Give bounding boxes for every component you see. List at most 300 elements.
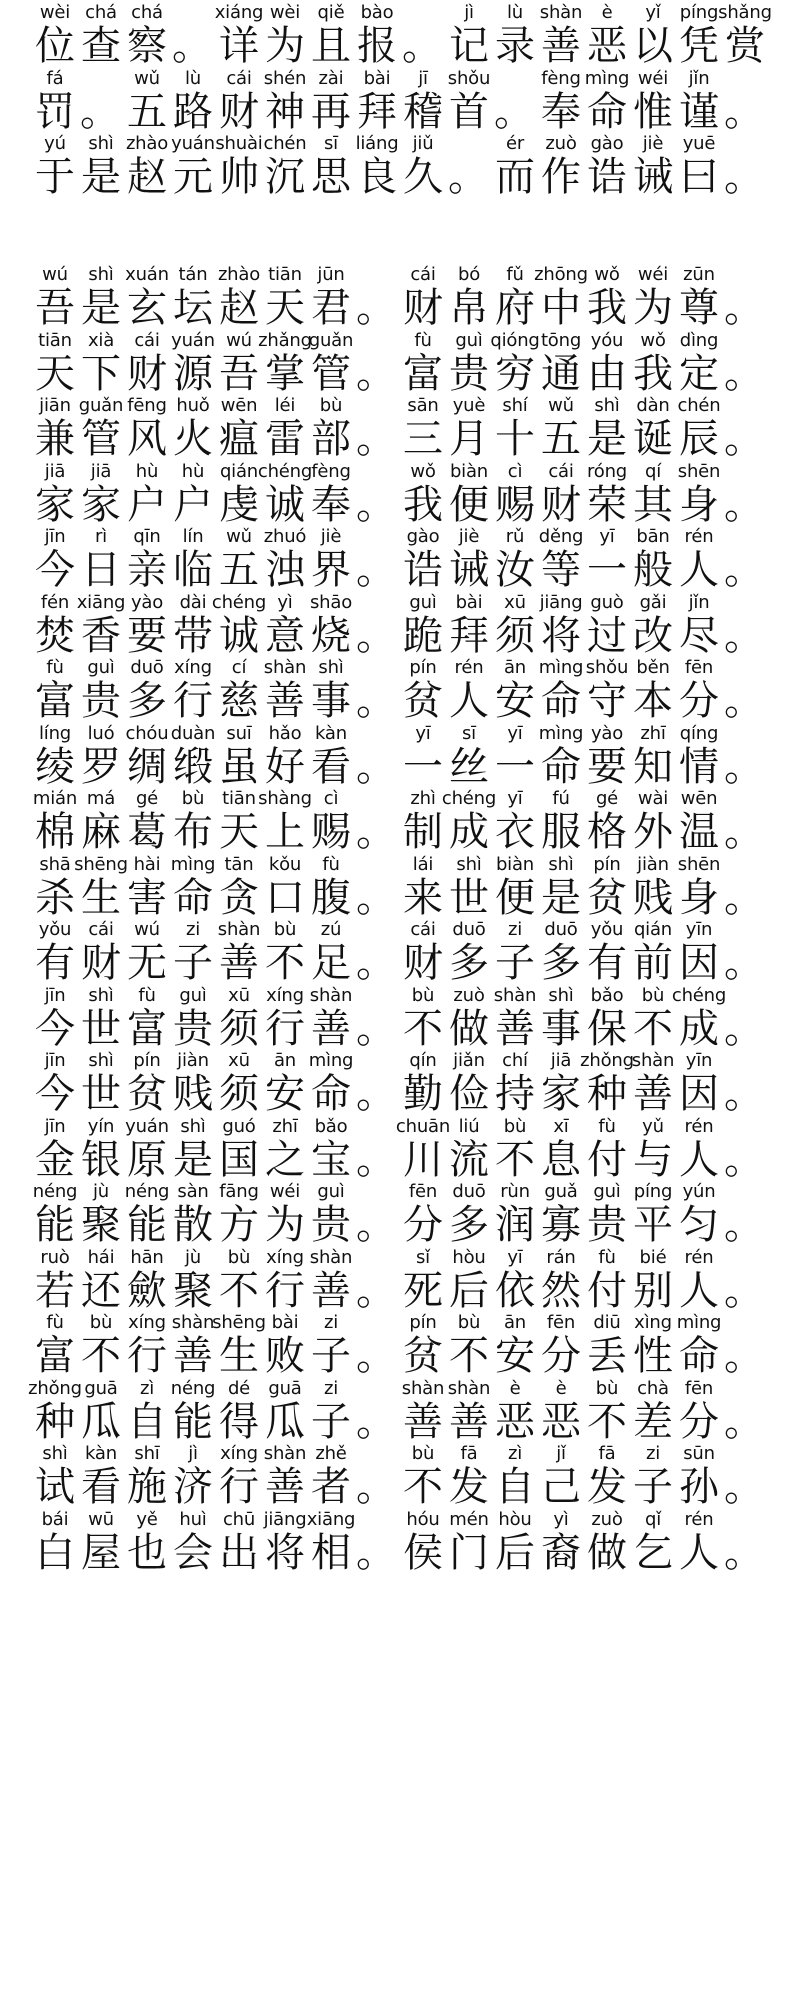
punctuation: 。 bbox=[356, 1202, 396, 1248]
hanzi-character: 世 bbox=[81, 1071, 121, 1117]
pinyin: guā bbox=[268, 1377, 302, 1399]
hanzi-character: 跪 bbox=[403, 612, 443, 659]
hanzi-character: 不 bbox=[633, 1005, 673, 1052]
hanzi-character: 行 bbox=[265, 1267, 305, 1314]
hanzi-character: 聚 bbox=[173, 1267, 213, 1314]
hanzi-character: 带 bbox=[173, 612, 213, 659]
hanzi-character: 诚 bbox=[265, 481, 305, 528]
pinyin: bǎo bbox=[314, 1115, 348, 1137]
pinyin: dàn bbox=[636, 395, 670, 416]
hanzi-character: 相 bbox=[311, 1529, 351, 1576]
pinyin: wú bbox=[226, 329, 252, 351]
hanzi-character: 思 bbox=[311, 154, 351, 200]
hanzi-character: 不 bbox=[587, 1398, 627, 1445]
hanzi-character: 贪 bbox=[219, 874, 259, 921]
ruby-cell bbox=[722, 917, 768, 987]
hanzi-character: 不 bbox=[81, 1333, 121, 1379]
pinyin: yǒu bbox=[38, 919, 72, 940]
pinyin: chéng bbox=[257, 460, 313, 482]
ruby-cell bbox=[676, 1179, 722, 1249]
pinyin: tān bbox=[224, 853, 254, 875]
pinyin: jiā bbox=[550, 1050, 572, 1071]
ruby-cell bbox=[308, 1376, 354, 1446]
pinyin: guǎn bbox=[308, 329, 354, 351]
hanzi-character: 是 bbox=[541, 874, 581, 921]
pinyin: gǎi bbox=[639, 591, 667, 613]
pinyin: cì bbox=[507, 460, 523, 482]
pinyin: jǐ bbox=[556, 1443, 566, 1464]
pinyin: bài bbox=[455, 591, 483, 613]
pinyin: píng bbox=[679, 2, 719, 23]
pinyin: qióng bbox=[490, 329, 540, 351]
pinyin: tiān bbox=[38, 329, 72, 351]
pinyin: diū bbox=[593, 1312, 621, 1333]
punctuation: 。 bbox=[724, 1005, 764, 1052]
punctuation: 。 bbox=[724, 1267, 764, 1314]
hanzi-character: 帛 bbox=[449, 285, 489, 331]
pinyin: biàn bbox=[449, 460, 489, 482]
hanzi-character: 玄 bbox=[127, 285, 167, 331]
pinyin: shì bbox=[42, 1443, 68, 1464]
hanzi-character: 神 bbox=[265, 88, 305, 135]
pinyin: luó bbox=[87, 722, 115, 744]
hanzi-character: 善 bbox=[265, 678, 305, 724]
hanzi-character: 命 bbox=[541, 678, 581, 724]
pinyin: xuán bbox=[125, 264, 169, 285]
punctuation: 。 bbox=[724, 743, 764, 790]
pinyin: lù bbox=[184, 67, 201, 89]
pinyin: hù bbox=[181, 460, 205, 482]
hanzi-character: 不 bbox=[403, 1464, 443, 1510]
pinyin: shǎng bbox=[718, 2, 772, 23]
ruby-cell bbox=[676, 524, 722, 594]
hanzi-character: 善 bbox=[403, 1398, 443, 1445]
pinyin: zì bbox=[139, 1377, 155, 1399]
punctuation: 。 bbox=[356, 285, 396, 331]
pinyin: bài bbox=[363, 67, 391, 89]
hanzi-character: 财 bbox=[403, 940, 443, 986]
pinyin: cái bbox=[226, 67, 252, 89]
hanzi-character: 意 bbox=[265, 612, 305, 659]
hanzi-character: 坛 bbox=[173, 285, 213, 331]
pinyin: yú bbox=[44, 133, 66, 154]
hanzi-character: 不 bbox=[495, 1136, 535, 1183]
hanzi-character: 善 bbox=[541, 23, 581, 69]
pinyin: zi bbox=[645, 1443, 661, 1464]
pinyin: jiān bbox=[39, 395, 71, 416]
punctuation: 。 bbox=[356, 481, 396, 528]
pinyin: qiě bbox=[317, 2, 345, 23]
hanzi-character: 发 bbox=[587, 1464, 627, 1510]
pinyin: jiàn bbox=[177, 1050, 209, 1071]
punctuation: 。 bbox=[356, 1333, 396, 1379]
pinyin: shì bbox=[548, 853, 574, 875]
hanzi-character: 赐 bbox=[311, 809, 351, 855]
hanzi-character: 且 bbox=[311, 23, 351, 69]
hanzi-character: 五 bbox=[127, 88, 167, 135]
hanzi-character: 保 bbox=[587, 1005, 627, 1052]
pinyin: shì bbox=[318, 657, 344, 678]
hanzi-character: 败 bbox=[265, 1333, 305, 1379]
punctuation: 。 bbox=[724, 88, 764, 135]
pinyin: wēn bbox=[680, 788, 718, 809]
pinyin: shì bbox=[548, 984, 574, 1006]
hanzi-character: 财 bbox=[541, 481, 581, 528]
ruby-cell bbox=[722, 590, 768, 660]
punctuation: 。 bbox=[356, 1071, 396, 1117]
hanzi-character: 足 bbox=[311, 940, 351, 986]
pinyin: rén bbox=[684, 526, 714, 547]
hanzi-character: 汝 bbox=[495, 547, 535, 593]
pinyin: yóu bbox=[590, 329, 624, 351]
pinyin: yào bbox=[130, 591, 164, 613]
hanzi-character: 善 bbox=[219, 940, 259, 986]
pinyin: néng bbox=[124, 1181, 170, 1202]
pinyin: děng bbox=[538, 526, 584, 547]
punctuation: 。 bbox=[356, 1005, 396, 1052]
hanzi-character: 将 bbox=[265, 1529, 305, 1576]
pinyin: huǒ bbox=[176, 395, 210, 416]
pinyin: cái bbox=[410, 919, 436, 940]
pinyin: yì bbox=[277, 591, 293, 613]
pinyin: chéng bbox=[441, 788, 497, 809]
pinyin: mìng bbox=[584, 67, 630, 89]
pinyin: ān bbox=[503, 657, 527, 678]
hanzi-character: 银 bbox=[81, 1136, 121, 1183]
pinyin: chá bbox=[85, 2, 117, 23]
hanzi-character: 曰 bbox=[679, 154, 719, 200]
ruby-cell bbox=[722, 262, 768, 332]
hanzi-character: 罚 bbox=[35, 88, 75, 135]
hanzi-character: 川 bbox=[403, 1136, 443, 1183]
hanzi-character: 者 bbox=[311, 1464, 351, 1510]
pinyin: jī bbox=[418, 67, 428, 89]
pinyin: jì bbox=[464, 2, 474, 23]
pinyin: sàn bbox=[177, 1181, 209, 1202]
hanzi-character: 有 bbox=[587, 940, 627, 986]
pinyin: fāng bbox=[219, 1181, 259, 1202]
hanzi-character: 己 bbox=[541, 1464, 581, 1510]
pinyin: gé bbox=[135, 788, 159, 809]
pinyin: fèng bbox=[541, 67, 581, 89]
ruby-cell bbox=[308, 590, 354, 660]
ruby-cell bbox=[308, 1441, 354, 1511]
pinyin: fā bbox=[598, 1443, 616, 1464]
hanzi-character: 身 bbox=[679, 874, 719, 921]
hanzi-character: 口 bbox=[265, 874, 305, 921]
pinyin: bǎo bbox=[590, 984, 624, 1006]
hanzi-character: 一 bbox=[403, 743, 443, 790]
punctuation: 。 bbox=[724, 350, 764, 397]
hanzi-character: 诚 bbox=[219, 612, 259, 659]
pinyin: bào bbox=[360, 2, 394, 23]
pinyin: wéi bbox=[637, 67, 669, 89]
pinyin: róng bbox=[586, 460, 628, 482]
pinyin: biàn bbox=[495, 853, 535, 875]
hanzi-character: 种 bbox=[35, 1398, 75, 1445]
ruby-cell bbox=[308, 262, 354, 332]
ruby-cell bbox=[676, 66, 722, 136]
hanzi-character: 是 bbox=[173, 1136, 213, 1183]
hanzi-character: 再 bbox=[311, 88, 351, 135]
pinyin: chén bbox=[677, 395, 721, 416]
ruby-cell bbox=[308, 983, 354, 1053]
ruby-cell bbox=[676, 1376, 722, 1446]
hanzi-character: 不 bbox=[449, 1333, 489, 1379]
pinyin: xiāng bbox=[306, 1508, 356, 1530]
hanzi-character: 子 bbox=[495, 940, 535, 986]
pinyin: shén bbox=[263, 67, 307, 89]
ruby-cell bbox=[676, 852, 722, 922]
pinyin: zūn bbox=[683, 264, 715, 285]
hanzi-character: 自 bbox=[495, 1464, 535, 1510]
pinyin: wǒ bbox=[594, 264, 620, 285]
pinyin: tiān bbox=[222, 788, 256, 809]
pinyin: guì bbox=[593, 1181, 621, 1202]
hanzi-character: 源 bbox=[173, 350, 213, 397]
hanzi-character: 我 bbox=[403, 481, 443, 528]
pinyin: jiè bbox=[320, 526, 342, 547]
punctuation: 。 bbox=[724, 1464, 764, 1510]
ruby-cell bbox=[124, 0, 170, 70]
punctuation: 。 bbox=[724, 678, 764, 724]
pinyin: shì bbox=[88, 984, 114, 1006]
pinyin: ān bbox=[503, 1312, 527, 1333]
hanzi-character: 多 bbox=[127, 678, 167, 724]
pinyin: duō bbox=[544, 919, 578, 940]
pinyin: yǒu bbox=[590, 919, 624, 940]
hanzi-character: 依 bbox=[495, 1267, 535, 1314]
hanzi-character: 改 bbox=[633, 612, 673, 659]
pinyin: shǒu bbox=[585, 657, 629, 678]
hanzi-character: 将 bbox=[541, 612, 581, 659]
punctuation: 。 bbox=[724, 1529, 764, 1576]
pinyin: xī bbox=[553, 1115, 569, 1137]
hanzi-character: 腹 bbox=[311, 874, 351, 921]
hanzi-character: 贫 bbox=[403, 678, 443, 724]
pinyin: lái bbox=[412, 853, 434, 875]
ruby-cell bbox=[308, 721, 354, 791]
hanzi-character: 命 bbox=[541, 743, 581, 790]
pinyin: chuān bbox=[395, 1115, 451, 1137]
hanzi-character: 子 bbox=[633, 1464, 673, 1510]
punctuation: 。 bbox=[356, 940, 396, 986]
hanzi-character: 试 bbox=[35, 1464, 75, 1510]
pinyin: zi bbox=[507, 919, 523, 940]
hanzi-character: 得 bbox=[219, 1398, 259, 1445]
hanzi-character: 帅 bbox=[219, 154, 259, 200]
hanzi-character: 位 bbox=[35, 23, 75, 69]
pinyin: jì bbox=[188, 1443, 198, 1464]
hanzi-character: 路 bbox=[173, 88, 213, 135]
pinyin: qǐ bbox=[644, 1508, 662, 1530]
hanzi-character: 诰 bbox=[403, 547, 443, 593]
hanzi-character: 火 bbox=[173, 416, 213, 462]
pinyin: zhì bbox=[410, 788, 436, 809]
pinyin: shuài bbox=[215, 133, 263, 154]
hanzi-character: 俭 bbox=[449, 1071, 489, 1117]
hanzi-character: 世 bbox=[81, 1005, 121, 1052]
hanzi-character: 匀 bbox=[679, 1202, 719, 1248]
ruby-cell bbox=[676, 786, 722, 856]
pinyin: mìng bbox=[676, 1312, 722, 1333]
pinyin: jiǎn bbox=[453, 1050, 485, 1071]
hanzi-character: 因 bbox=[679, 940, 719, 986]
hanzi-character: 穷 bbox=[495, 350, 535, 397]
pinyin: zhī bbox=[640, 722, 666, 744]
punctuation: 。 bbox=[402, 23, 442, 69]
ruby-cell bbox=[308, 1048, 354, 1118]
pinyin: rén bbox=[684, 1115, 714, 1137]
hanzi-character: 赏 bbox=[725, 23, 765, 69]
ruby-cell bbox=[722, 459, 768, 529]
pinyin: lù bbox=[506, 2, 523, 23]
pinyin: zhǎng bbox=[258, 329, 312, 351]
pinyin: zì bbox=[507, 1443, 523, 1464]
hanzi-character: 本 bbox=[633, 678, 673, 724]
pinyin: pín bbox=[409, 657, 437, 678]
punctuation: 。 bbox=[356, 874, 396, 921]
pinyin: wài bbox=[637, 788, 669, 809]
pinyin: dài bbox=[179, 591, 207, 613]
hanzi-character: 雷 bbox=[265, 416, 305, 462]
hanzi-character: 命 bbox=[173, 874, 213, 921]
hanzi-character: 金 bbox=[35, 1136, 75, 1183]
pinyin: shàn bbox=[171, 1312, 215, 1333]
pinyin: jīn bbox=[44, 526, 66, 547]
hanzi-character: 安 bbox=[495, 1333, 535, 1379]
hanzi-character: 一 bbox=[495, 743, 535, 790]
hanzi-character: 好 bbox=[265, 743, 305, 790]
pinyin: bù bbox=[457, 1312, 481, 1333]
pinyin: shàn bbox=[217, 919, 261, 940]
ruby-cell bbox=[676, 459, 722, 529]
hanzi-character: 布 bbox=[173, 809, 213, 855]
pinyin: fēn bbox=[546, 1312, 576, 1333]
pinyin: cì bbox=[323, 788, 339, 809]
hanzi-character: 掌 bbox=[265, 350, 305, 397]
hanzi-character: 天 bbox=[265, 285, 305, 331]
punctuation: 。 bbox=[724, 809, 764, 855]
pinyin: yī bbox=[415, 722, 431, 744]
ruby-cell bbox=[676, 590, 722, 660]
hanzi-character: 定 bbox=[679, 350, 719, 397]
pinyin: fǔ bbox=[506, 264, 524, 285]
hanzi-character: 恶 bbox=[587, 23, 627, 69]
pinyin: jǐn bbox=[688, 591, 710, 613]
hanzi-character: 行 bbox=[265, 1005, 305, 1052]
hanzi-character: 别 bbox=[633, 1267, 673, 1314]
hanzi-character: 人 bbox=[679, 1267, 719, 1314]
pinyin: rùn bbox=[500, 1181, 530, 1202]
hanzi-character: 恶 bbox=[541, 1398, 581, 1445]
pinyin: yǐ bbox=[645, 2, 661, 23]
punctuation: 。 bbox=[724, 940, 764, 986]
hanzi-character: 善 bbox=[633, 1071, 673, 1117]
hanzi-character: 焚 bbox=[35, 612, 75, 659]
pinyin: sī bbox=[462, 722, 476, 744]
pinyin: zi bbox=[185, 919, 201, 940]
pinyin: zuò bbox=[453, 984, 485, 1006]
pinyin: sǐ bbox=[416, 1246, 430, 1268]
hanzi-character: 不 bbox=[403, 1005, 443, 1052]
pinyin: fā bbox=[460, 1443, 478, 1464]
hanzi-character: 丢 bbox=[587, 1333, 627, 1379]
hanzi-character: 良 bbox=[357, 154, 397, 200]
punctuation: 。 bbox=[356, 1136, 396, 1183]
pinyin: má bbox=[86, 788, 116, 809]
hanzi-character: 须 bbox=[219, 1071, 259, 1117]
pinyin: shēn bbox=[677, 460, 721, 482]
hanzi-character: 稽 bbox=[403, 88, 443, 135]
pinyin: jūn bbox=[317, 264, 345, 285]
punctuation: 。 bbox=[724, 1398, 764, 1445]
hanzi-character: 做 bbox=[587, 1529, 627, 1576]
hanzi-character: 录 bbox=[495, 23, 535, 69]
pinyin: yī bbox=[599, 526, 615, 547]
ruby-cell bbox=[722, 66, 768, 136]
hanzi-character: 贱 bbox=[173, 1071, 213, 1117]
hanzi-character: 善 bbox=[311, 1267, 351, 1314]
ruby-cell bbox=[676, 721, 722, 791]
pinyin: yīn bbox=[685, 919, 713, 940]
pinyin: bù bbox=[273, 919, 297, 940]
hanzi-character: 奉 bbox=[541, 88, 581, 135]
hanzi-character: 国 bbox=[219, 1136, 259, 1183]
pinyin: gé bbox=[595, 788, 619, 809]
hanzi-character: 若 bbox=[35, 1267, 75, 1314]
pinyin: shàn bbox=[401, 1377, 445, 1399]
pinyin: wēn bbox=[220, 395, 258, 416]
pinyin: shí bbox=[502, 395, 528, 416]
hanzi-character: 安 bbox=[265, 1071, 305, 1117]
pinyin: shàn bbox=[309, 984, 353, 1006]
hanzi-character: 天 bbox=[35, 350, 75, 397]
hanzi-character: 财 bbox=[219, 88, 259, 135]
pinyin: dé bbox=[227, 1377, 251, 1399]
hanzi-character: 事 bbox=[541, 1005, 581, 1052]
hanzi-character: 还 bbox=[81, 1267, 121, 1314]
hanzi-character: 善 bbox=[173, 1333, 213, 1379]
ruby-cell bbox=[32, 66, 78, 136]
pinyin: zhào bbox=[125, 133, 169, 154]
hanzi-character: 性 bbox=[633, 1333, 673, 1379]
hanzi-character: 济 bbox=[173, 1464, 213, 1510]
hanzi-character: 烧 bbox=[311, 612, 351, 659]
hanzi-character: 行 bbox=[173, 678, 213, 724]
pinyin: yì bbox=[553, 1508, 569, 1530]
hanzi-character: 人 bbox=[679, 547, 719, 593]
pinyin: hǎo bbox=[268, 722, 302, 744]
pinyin: zhǒng bbox=[28, 1377, 82, 1399]
pinyin: xíng bbox=[266, 984, 304, 1006]
pinyin: bù bbox=[641, 984, 665, 1006]
pinyin: cái bbox=[410, 264, 436, 285]
pinyin: è bbox=[601, 2, 613, 23]
hanzi-character: 元 bbox=[173, 154, 213, 200]
hanzi-character: 凭 bbox=[679, 23, 719, 69]
hanzi-character: 安 bbox=[495, 678, 535, 724]
ruby-cell bbox=[676, 1245, 722, 1315]
hanzi-character: 便 bbox=[495, 874, 535, 921]
punctuation: 。 bbox=[724, 547, 764, 593]
hanzi-character: 要 bbox=[127, 612, 167, 659]
hanzi-character: 不 bbox=[265, 940, 305, 986]
pinyin: zi bbox=[323, 1312, 339, 1333]
hanzi-character: 财 bbox=[403, 285, 443, 331]
pinyin: guǎn bbox=[78, 395, 124, 416]
hanzi-character: 白 bbox=[35, 1529, 75, 1576]
